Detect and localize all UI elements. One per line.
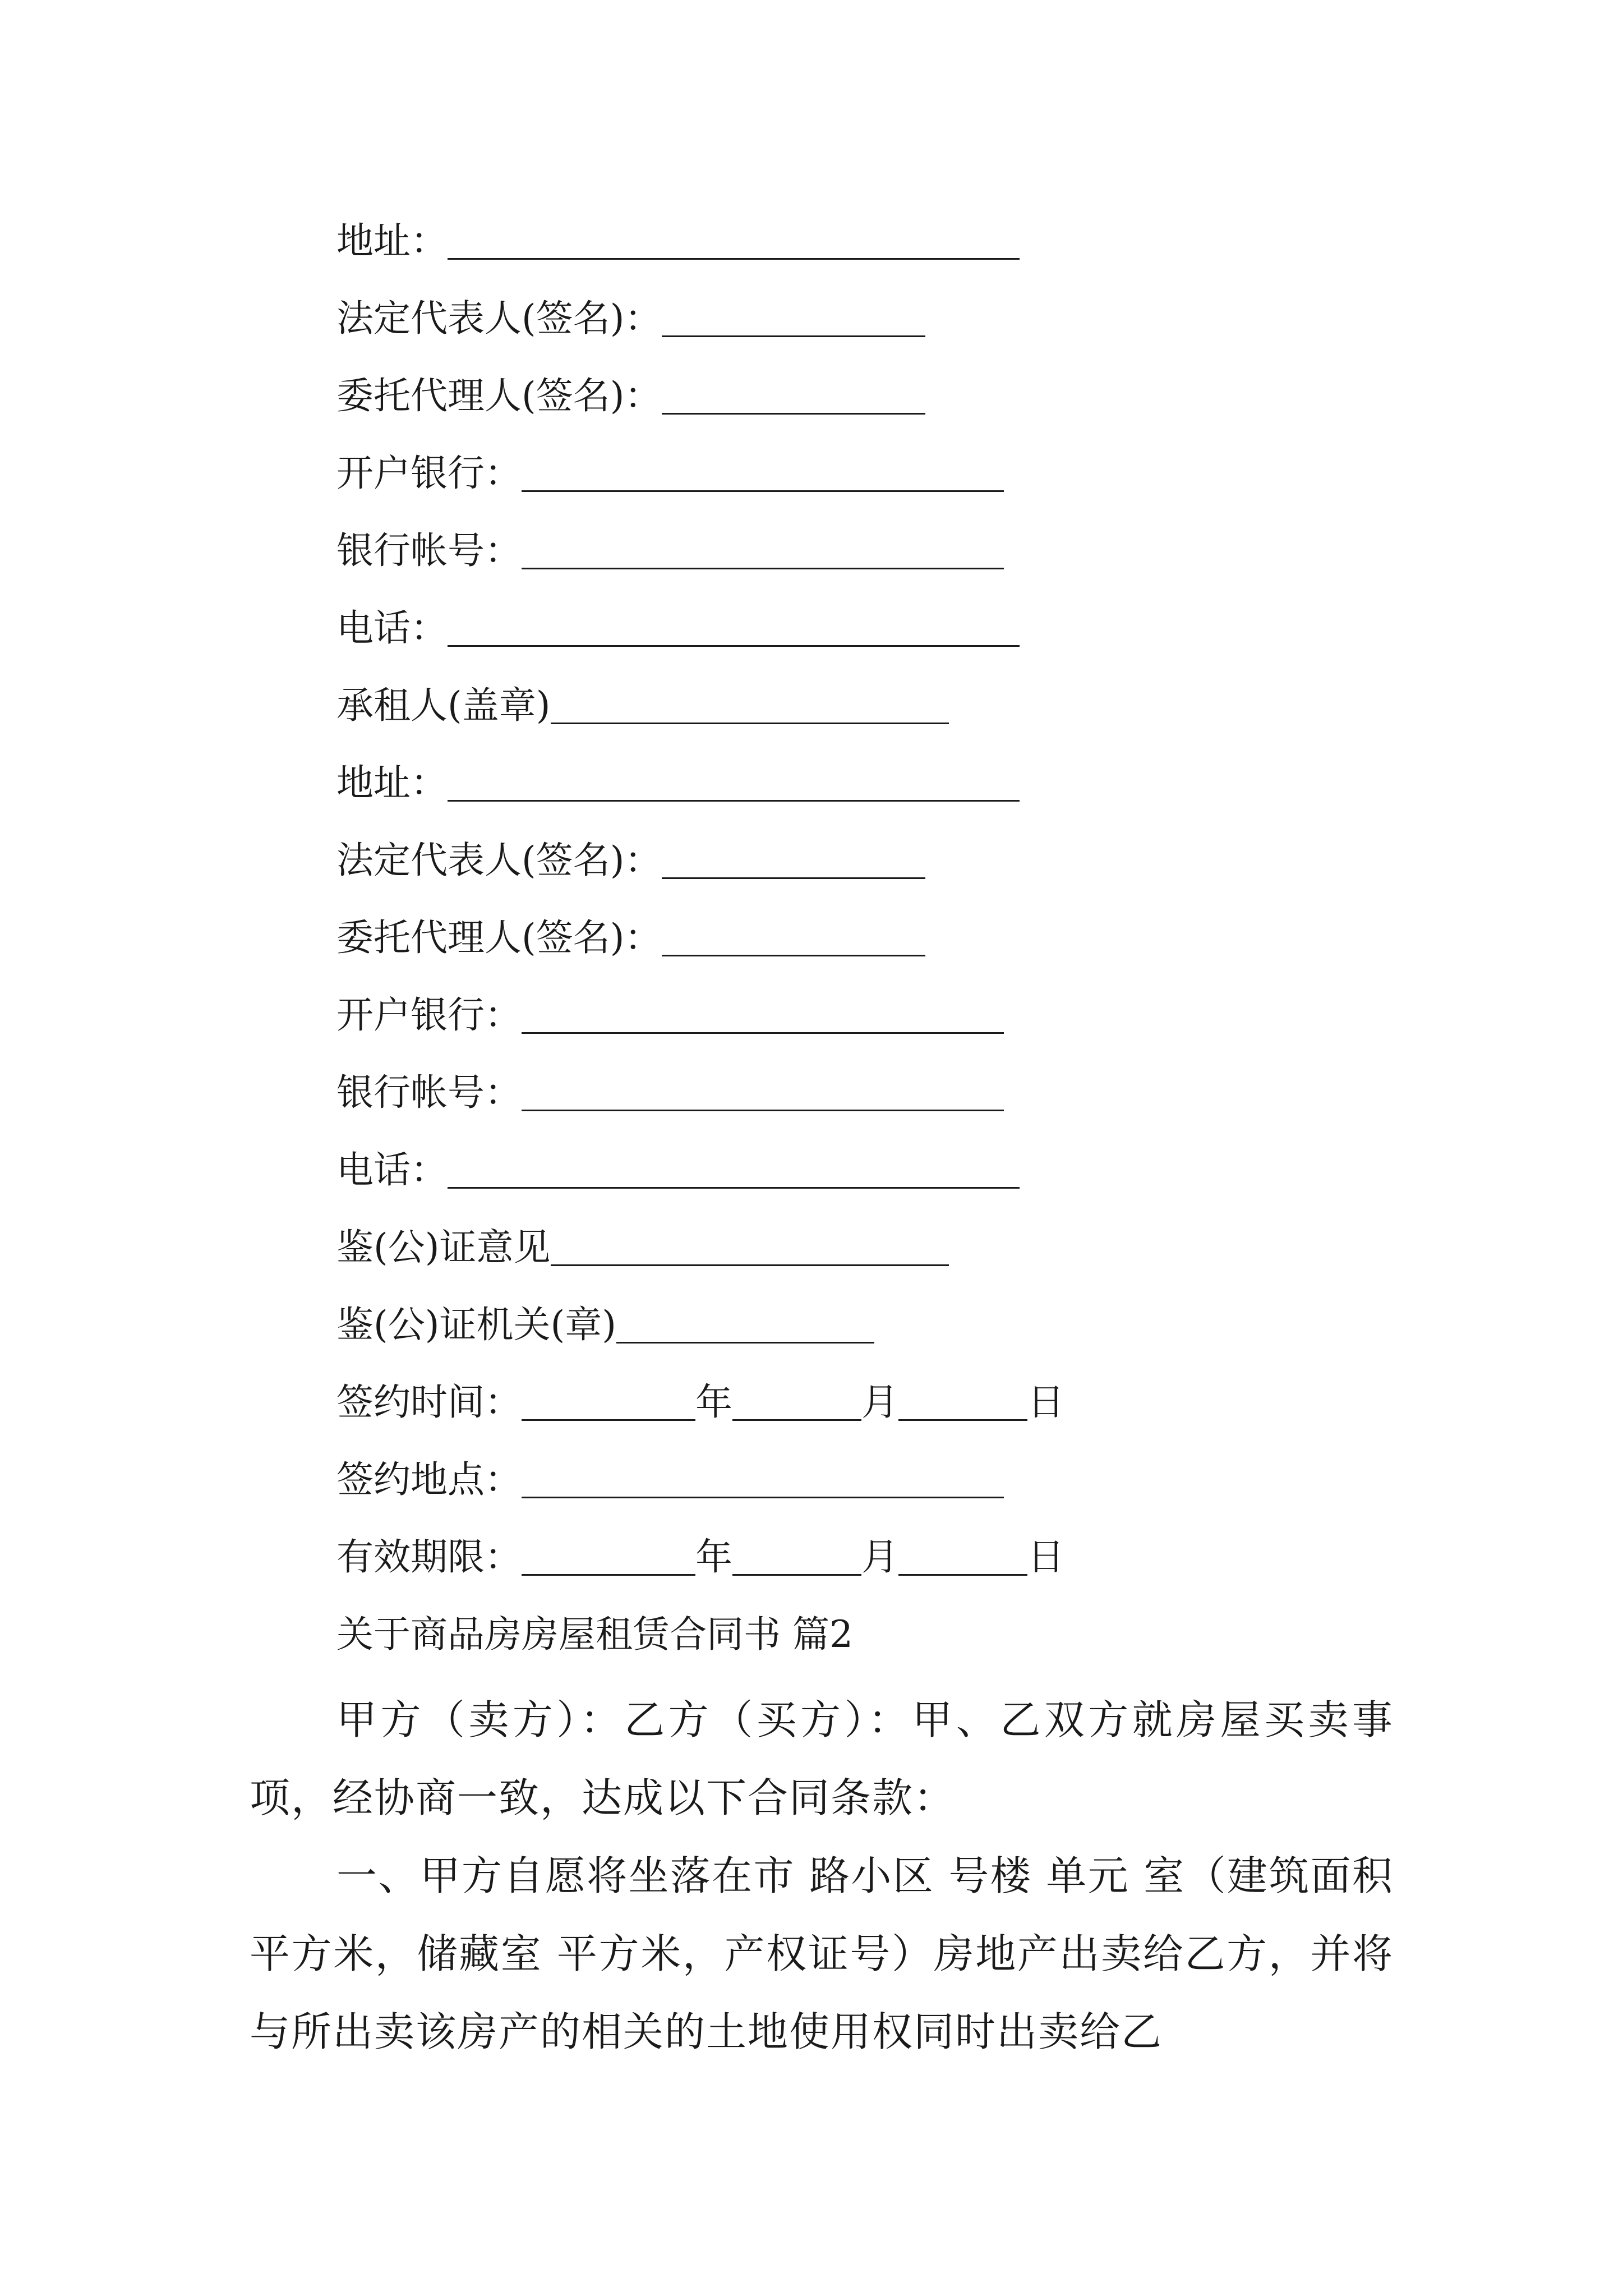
account-label: 银行帐号：	[336, 1071, 522, 1114]
paragraph-clause-1: 一、甲方自愿将坐落在市 路小区 号楼 单元 室（建筑面积平方米，储藏室 平方米，产权证号）房地产出卖给乙方，并将与所出卖该房产的相关的土地使用权同时出卖给乙	[250, 1852, 1394, 2055]
notary-office-blank[interactable]	[616, 1307, 874, 1343]
notary-opinion-label: 鉴(公)证意见	[336, 1226, 551, 1269]
year-unit: 年	[695, 1381, 732, 1424]
legal-rep-label: 法定代表人(签名)：	[336, 297, 662, 340]
address-label: 地址：	[336, 761, 448, 804]
lessee-label: 承租人(盖章)	[336, 684, 551, 727]
bank-label: 开户银行：	[336, 993, 522, 1037]
phone-line-b	[336, 1139, 1020, 1201]
agent-blank[interactable]	[662, 920, 925, 956]
paragraph-intro: 甲方（卖方）：乙方（买方）：甲、乙双方就房屋买卖事项，经协商一致，达成以下合同条款：	[250, 1696, 1394, 1821]
notary-opinion-blank[interactable]	[551, 1230, 949, 1266]
valid-period-label: 有效期限：	[336, 1535, 522, 1579]
sign-time-line	[336, 1372, 1064, 1433]
phone-label: 电话：	[336, 1148, 448, 1191]
month-unit: 月	[861, 1381, 898, 1424]
year-unit: 年	[695, 1535, 732, 1579]
day-unit: 日	[1027, 1381, 1064, 1424]
legal-rep-blank[interactable]	[662, 301, 925, 337]
address-label: 地址：	[336, 219, 448, 263]
account-line-b	[336, 1062, 1004, 1124]
month-blank[interactable]	[732, 1384, 861, 1421]
phone-blank[interactable]	[448, 1152, 1020, 1189]
agent-line-a	[336, 365, 925, 427]
agent-blank[interactable]	[662, 378, 925, 415]
address-line-a	[336, 210, 1020, 272]
bank-blank[interactable]	[522, 455, 1004, 492]
address-blank[interactable]	[448, 765, 1020, 802]
sign-place-blank[interactable]	[522, 1462, 1004, 1498]
account-blank[interactable]	[522, 1075, 1004, 1111]
legal-rep-line-a	[336, 288, 925, 349]
address-blank[interactable]	[448, 223, 1020, 260]
account-line-a	[336, 520, 1004, 582]
valid-period-line	[336, 1526, 1064, 1588]
lessee-blank[interactable]	[551, 688, 949, 724]
year-blank[interactable]	[522, 1539, 695, 1576]
bank-blank[interactable]	[522, 997, 1004, 1034]
sign-place-line	[336, 1449, 1004, 1511]
agent-label: 委托代理人(签名)：	[336, 916, 662, 959]
legal-rep-line-b	[336, 830, 925, 891]
notary-opinion-line	[336, 1217, 949, 1278]
agent-line-b	[336, 907, 925, 969]
notary-office-line	[336, 1294, 874, 1356]
day-blank[interactable]	[898, 1539, 1027, 1576]
month-unit: 月	[861, 1535, 898, 1579]
year-blank[interactable]	[522, 1384, 695, 1421]
phone-label: 电话：	[336, 606, 448, 650]
phone-line-a	[336, 597, 1020, 659]
legal-rep-blank[interactable]	[662, 843, 925, 879]
bank-label: 开户银行：	[336, 452, 522, 495]
account-blank[interactable]	[522, 533, 1004, 569]
address-line-b	[336, 752, 1020, 814]
account-label: 银行帐号：	[336, 529, 522, 572]
section-title: 关于商品房房屋租赁合同书 篇2	[336, 1613, 853, 1656]
phone-blank[interactable]	[448, 610, 1020, 647]
bank-line-b	[336, 984, 1004, 1046]
bank-line-a	[336, 443, 1004, 504]
legal-rep-label: 法定代表人(签名)：	[336, 839, 662, 882]
agent-label: 委托代理人(签名)：	[336, 374, 662, 417]
lessee-line	[336, 675, 949, 737]
sign-time-label: 签约时间：	[336, 1381, 522, 1424]
day-blank[interactable]	[898, 1384, 1027, 1421]
sign-place-label: 签约地点：	[336, 1458, 522, 1501]
notary-office-label: 鉴(公)证机关(章)	[336, 1303, 616, 1346]
day-unit: 日	[1027, 1535, 1064, 1579]
month-blank[interactable]	[732, 1539, 861, 1576]
